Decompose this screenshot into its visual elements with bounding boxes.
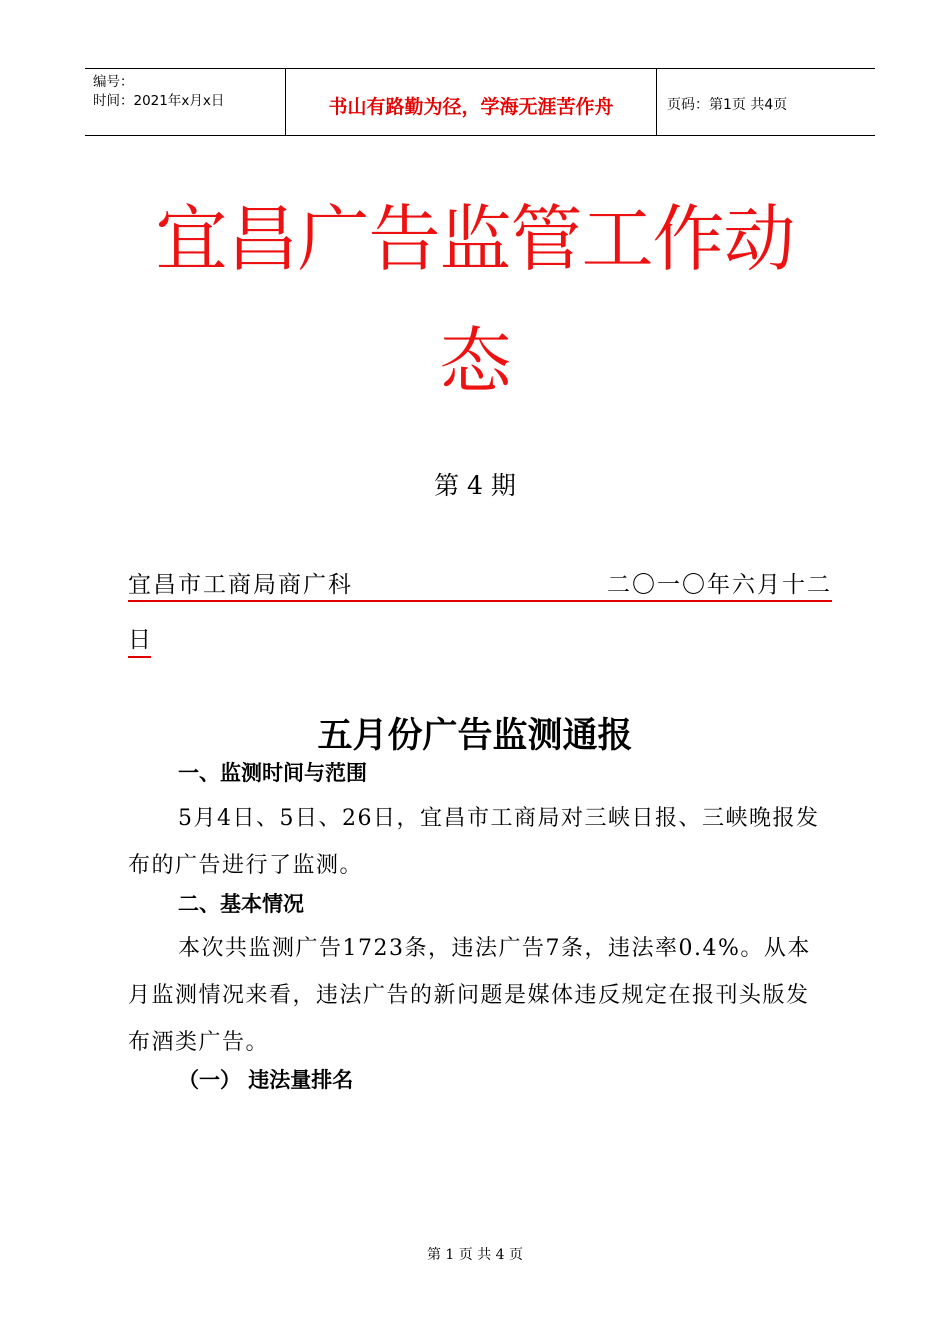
- header-meta: [93, 73, 283, 111]
- section1-body: 5月4日、5日、26日，宜昌市工商局对三峡日报、三峡晚报发布的广告进行了监测。: [128, 806, 820, 878]
- section1-heading: 一、监测时间与范围: [178, 761, 367, 785]
- issuing-org: 宜昌市工商局商广科: [128, 572, 353, 598]
- header-motto: 书山有路勤为径，学海无涯苦作舟: [285, 69, 657, 135]
- number-label: 编号：: [93, 74, 134, 90]
- document-header: [85, 68, 875, 136]
- header-page-info: 页码：第1页 共4页: [667, 97, 788, 113]
- section2-heading: 二、基本情况: [178, 892, 304, 916]
- org-date-line: [128, 566, 832, 602]
- page-footer: 第 1 页 共 4 页: [426, 1247, 524, 1263]
- time-label: 时间：2021年x月x日: [93, 93, 225, 109]
- issue-date: 二〇一〇年六月十二: [607, 572, 832, 598]
- bulletin-title-line2: 态: [439, 319, 511, 403]
- section2-body: 本次共监测广告1723条，违法广告7条，违法率0.4%。从本月监测情况来看，违法广告的新问题是媒体违反规定在报刊头版发布酒类广告。: [128, 936, 811, 1055]
- issue-date-continued: 日: [128, 621, 151, 658]
- report-title: 五月份广告监测通报: [317, 715, 633, 756]
- subsection1-heading: （一） 违法量排名: [178, 1068, 354, 1092]
- bulletin-title-line1: 宜昌广告监管工作动: [155, 197, 795, 281]
- bulletin-title: [100, 178, 850, 422]
- issue-number: 第 4 期: [434, 471, 516, 500]
